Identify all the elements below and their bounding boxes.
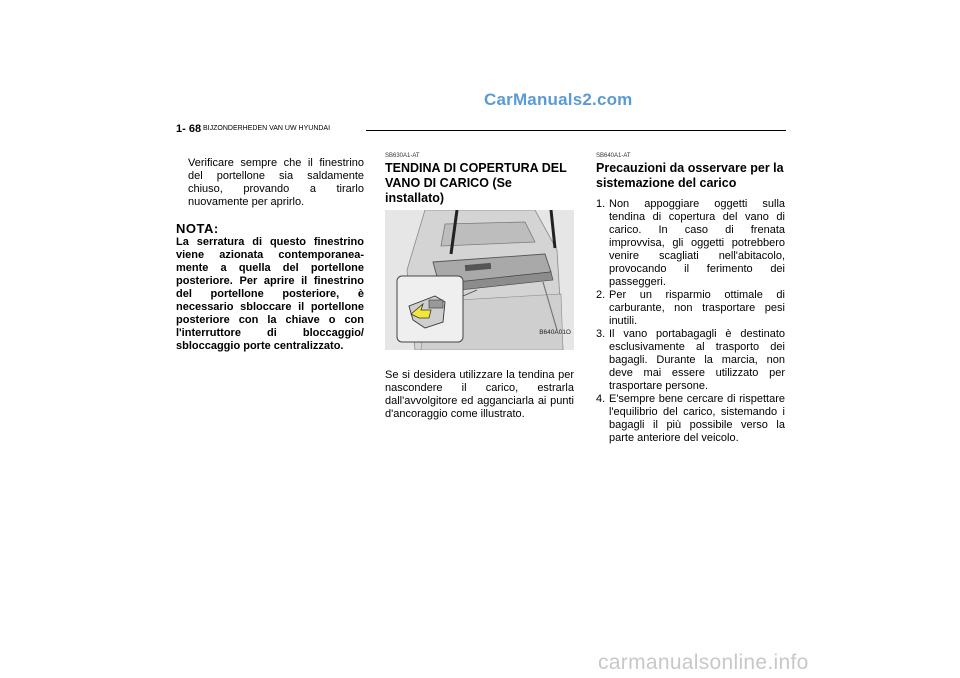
- column-middle: [385, 152, 574, 421]
- figure-code: B640A01O: [539, 329, 571, 336]
- header-rule: [366, 130, 786, 131]
- list-item-number: 1.: [596, 198, 606, 210]
- list-item-number: 4.: [596, 393, 606, 405]
- list-item-text: Per un risparmio ottimale di carburante, non trasportare pesi inutili.: [609, 289, 785, 327]
- precautions-list: [596, 198, 785, 445]
- list-item-number: 2.: [596, 289, 606, 301]
- list-item: [596, 328, 785, 393]
- section-code: SB630A1-AT: [385, 153, 420, 159]
- section-title: TENDINA DI COPERTURA DEL VANO DI CARICO (Se installato): [385, 161, 567, 205]
- section-code: SB640A1-AT: [596, 153, 631, 159]
- watermark-carmanualsonline: carmanualsonline.info: [598, 651, 809, 674]
- list-item: [596, 198, 785, 289]
- section-title: Precauzioni da osservare per la sistemazione del carico: [596, 161, 784, 190]
- watermark-carmanuals2: CarManuals2.com: [484, 90, 633, 109]
- list-item: [596, 289, 785, 328]
- list-item-text: Il vano portabagagli è destinato esclusivamente al trasporto dei bagagli. Durante la marcia, non deve mai essere utilizzato per trasportare persone.: [609, 328, 785, 392]
- section-body: Se si desidera utilizzare la tendina per nascondere il carico, estrarla dall'avvolgitore ed agganciarla ai punti d'ancoraggio come illustrato.: [385, 369, 574, 420]
- column-left: [176, 157, 364, 353]
- nota-body: La serratura di questo finestrino viene azionata contemporanea-mente a quella del portellone posteriore. Per aprire il finestrino del portellone posteriore, è necessario sbloccare il portellone posteriore con la chiave o con l'interruttore di bloccaggio/ sbloccaggio porte centralizzato.: [176, 236, 364, 352]
- column-right: [596, 152, 785, 445]
- list-item-text: Non appoggiare oggetti sulla tendina di copertura del vano di carico. In caso di frenata improvvisa, gli oggetti potrebbero venire scagliati nell'abitacolo, provocando il ferimento dei passeggeri.: [609, 198, 785, 288]
- page-number: 1- 68: [176, 123, 202, 135]
- chapter-title: BIJZONDERHEDEN VAN UW HYUNDAI: [203, 125, 331, 132]
- list-item: [596, 393, 785, 445]
- page-header: [176, 123, 786, 135]
- nota-heading: NOTA:: [176, 221, 219, 236]
- intro-paragraph: Verificare sempre che il finestrino del portellone sia saldamente chiuso, provando a tirarlo nuovamente per aprirlo.: [188, 157, 364, 208]
- cargo-cover-illustration: [385, 210, 574, 350]
- list-item-number: 3.: [596, 328, 606, 340]
- list-item-text: E'sempre bene cercare di rispettare l'equilibrio del carico, sistemando i bagagli il più possibile verso la parte anteriore del veicolo.: [609, 393, 785, 444]
